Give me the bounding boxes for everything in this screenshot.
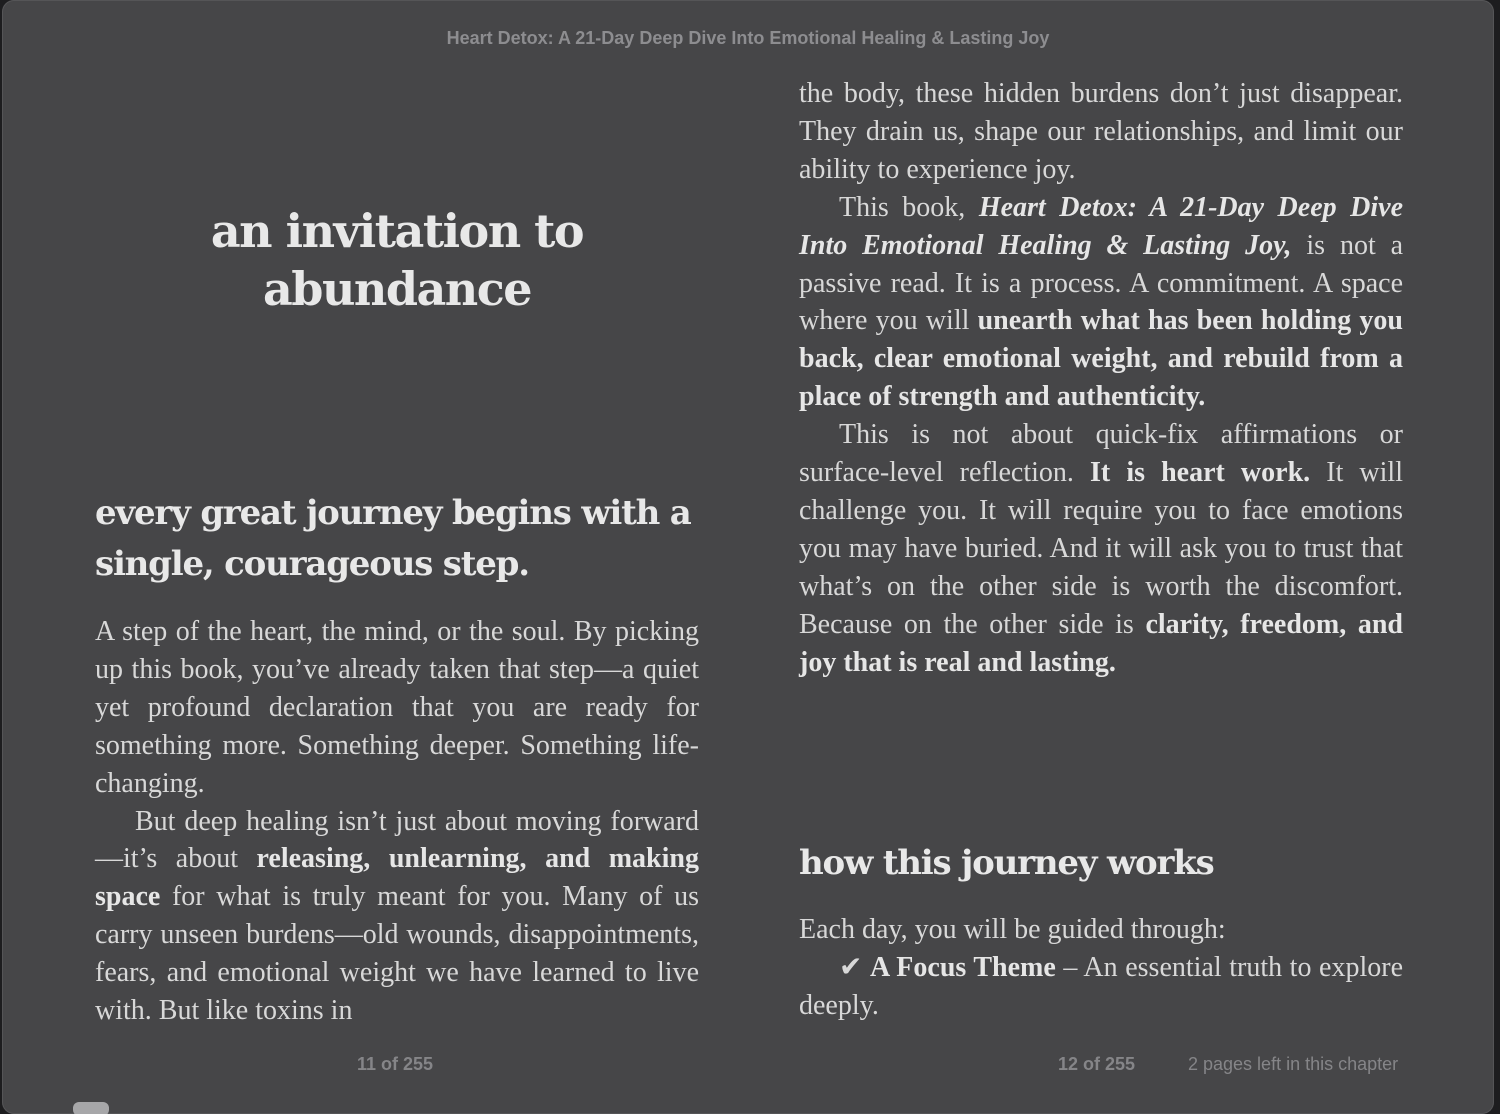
paragraph: Each day, you will be guided through: — [799, 914, 1226, 945]
paragraph: the body, these hidden burdens don’t just disappear. They drain us, shape our relationships, and limit our ability to experience joy. — [799, 78, 1403, 185]
right-body-lower — [799, 911, 1403, 1025]
paragraph — [799, 189, 1403, 416]
heading-line2: single, courageous step. — [95, 544, 529, 584]
left-page[interactable] — [95, 0, 699, 1114]
bold-text: It is heart work. — [1090, 457, 1311, 489]
sidebar-toggle-handle[interactable] — [73, 1102, 109, 1114]
text-run: This book, — [839, 191, 979, 223]
chapter-title-line2: abundance — [262, 262, 532, 316]
text-run: for what is truly meant for you. Many of us carry unseen burdens—old wounds, disappointments, fears, and emotional weight we have learned to live with. But like toxins in — [95, 881, 699, 1027]
right-page[interactable] — [799, 0, 1403, 1114]
paragraph — [95, 803, 699, 1030]
section-heading: how this journey works — [799, 843, 1214, 883]
left-body — [95, 613, 699, 1030]
right-body — [799, 75, 1403, 682]
reader-window — [2, 0, 1494, 1114]
text-run: is not a passive read. It is a process. A commitment. A space where you will — [799, 229, 1404, 337]
section-heading — [95, 488, 699, 590]
text-run: – An essential truth to explore deeply. — [799, 951, 1403, 1021]
bold-text: A Focus Theme — [870, 951, 1056, 983]
book-title-italic: Heart Detox: A 21-Day Deep Dive Into Emotional Healing & Lasting Joy, — [799, 191, 1403, 261]
right-page-number: 12 of 255 — [1058, 1054, 1136, 1074]
left-page-number: 11 of 255 — [357, 1054, 434, 1074]
text-run: But deep healing isn’t just about moving forward—it’s about — [95, 805, 699, 875]
paragraph: A step of the heart, the mind, or the soul. By picking up this book, you’ve already taken that step—a quiet yet profound declaration that you are ready for something more. Something deeper. Something life-changing. — [95, 616, 699, 799]
bold-text: releasing, unlearning, and making space — [95, 843, 699, 913]
heading-line1: every great journey begins with a — [95, 493, 691, 533]
chapter-title — [95, 202, 699, 318]
chapter-remaining-label: 2 pages left in this chapter — [1188, 1054, 1399, 1074]
text-run: This is not about quick-fix affirmations or surface-level reflection. — [799, 419, 1403, 489]
text-run: It will challenge you. It will require you to face emotions you may have buried. And it will ask you to trust that what’s on the other side is worth the discomfort. Because on the other side is — [799, 457, 1403, 640]
book-title: Heart Detox: A 21-Day Deep Dive Into Emotional Healing & Lasting Joy — [446, 28, 1050, 48]
paragraph — [799, 416, 1403, 681]
chapter-title-line1: an invitation to — [210, 204, 584, 258]
bold-text: clarity, freedom, and joy that is real and lasting. — [799, 608, 1403, 678]
paragraph — [799, 949, 1403, 1025]
bold-text: unearth what has been holding you back, clear emotional weight, and rebuild from a place of strength and authenticity. — [799, 305, 1403, 413]
checkmark-icon: ✔ — [839, 951, 863, 983]
